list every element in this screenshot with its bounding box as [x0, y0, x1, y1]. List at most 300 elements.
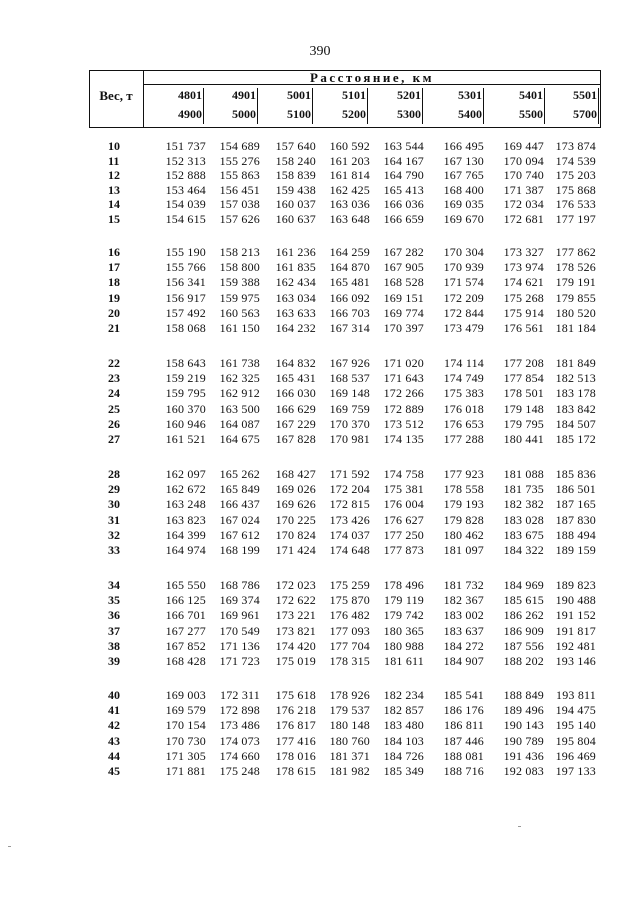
table-cell: 171 387 — [503, 182, 544, 197]
weight-label: 31 — [108, 512, 120, 527]
weight-label: 14 — [108, 197, 120, 212]
table-cell: 189 823 — [555, 578, 596, 592]
table-cell: 170 225 — [275, 512, 316, 527]
table-cell: 186 176 — [443, 703, 484, 718]
table-cell: 192 481 — [555, 638, 596, 653]
table-cell: 160 592 — [329, 139, 370, 153]
table-cell: 175 383 — [443, 386, 484, 401]
weight-label: 34 — [108, 578, 120, 592]
table-cell: 180 760 — [329, 733, 370, 748]
table-cell: 177 288 — [443, 432, 484, 446]
column-range-from: 5201 — [397, 88, 421, 102]
table-cell: 162 912 — [219, 386, 260, 401]
table-cell: 165 849 — [219, 482, 260, 497]
table-cell: 179 119 — [384, 593, 424, 608]
weight-label: 39 — [108, 654, 120, 668]
table-cell: 184 726 — [383, 748, 424, 763]
table-cell: 178 016 — [275, 748, 316, 763]
column-header — [202, 86, 258, 126]
table-cell: 172 023 — [275, 578, 316, 592]
table-cell: 177 854 — [503, 371, 544, 386]
table-cell: 176 533 — [555, 197, 596, 212]
column-range-from: 5301 — [458, 88, 482, 102]
table-cell: 179 537 — [329, 703, 370, 718]
table-cell: 178 526 — [555, 260, 596, 275]
table-cell: 181 088 — [503, 467, 544, 481]
table-cell: 183 178 — [555, 386, 596, 401]
table-cell: 194 475 — [555, 703, 596, 718]
scan-mark — [518, 826, 521, 827]
table-cell: 181 184 — [555, 321, 596, 335]
table-cell: 165 481 — [329, 275, 370, 290]
table-cell: 170 740 — [503, 168, 544, 183]
table-cell: 180 462 — [443, 527, 484, 542]
table-cell: 179 855 — [555, 290, 596, 305]
table-cell: 162 672 — [165, 482, 206, 497]
column-divider — [422, 88, 423, 124]
column-header — [367, 86, 423, 126]
table-cell: 190 143 — [503, 718, 544, 733]
table-cell: 162 325 — [219, 371, 260, 386]
table-cell: 174 539 — [555, 153, 596, 168]
table-cell: 162 425 — [329, 182, 370, 197]
table-cell: 172 204 — [329, 482, 370, 497]
column-range-to: 5000 — [232, 107, 256, 121]
table-cell: 166 125 — [165, 593, 206, 608]
table-cell: 173 874 — [555, 139, 596, 153]
page-number: 390 — [309, 44, 331, 59]
table-cell: 163 248 — [165, 497, 206, 512]
weight-label: 40 — [108, 688, 120, 702]
weight-label: 30 — [108, 497, 120, 512]
table-cell: 174 758 — [383, 467, 424, 481]
table-cell: 181 611 — [384, 654, 424, 668]
table-cell: 174 135 — [383, 432, 424, 446]
column-range-from: 5501 — [573, 88, 597, 102]
weight-label: 11 — [108, 153, 120, 168]
table-cell: 156 917 — [165, 290, 206, 305]
table-cell: 188 716 — [443, 764, 484, 778]
table-cell: 158 213 — [219, 245, 260, 259]
table-cell: 187 446 — [443, 733, 484, 748]
table-cell: 158 068 — [165, 321, 206, 335]
weight-label: 20 — [108, 305, 120, 320]
table-cell: 154 689 — [219, 139, 260, 153]
table-cell: 167 612 — [219, 527, 260, 542]
table-cell: 171 592 — [329, 467, 370, 481]
table-cell: 191 436 — [503, 748, 544, 763]
table-cell: 173 426 — [329, 512, 370, 527]
table-cell: 192 083 — [503, 764, 544, 778]
weight-label: 15 — [108, 212, 120, 226]
weight-label: 36 — [108, 608, 120, 623]
table-cell: 177 197 — [555, 212, 596, 226]
table-cell: 163 633 — [275, 305, 316, 320]
table-cell: 175 868 — [555, 182, 596, 197]
table-cell: 170 730 — [165, 733, 206, 748]
table-cell: 170 397 — [383, 321, 424, 335]
column-range-from: 4801 — [178, 88, 202, 102]
table-cell: 179 193 — [443, 497, 484, 512]
table-cell: 191 152 — [555, 608, 596, 623]
table-cell: 183 842 — [555, 401, 596, 416]
column-range-to: 4900 — [178, 107, 202, 121]
weight-label: 38 — [108, 638, 120, 653]
weight-label: 43 — [108, 733, 120, 748]
table-cell: 178 496 — [383, 578, 424, 592]
table-cell: 166 701 — [165, 608, 206, 623]
weight-label: 21 — [108, 321, 120, 335]
table-cell: 159 219 — [165, 371, 206, 386]
table-cell: 161 814 — [329, 168, 370, 183]
table-cell: 176 482 — [329, 608, 370, 623]
table-cell: 163 500 — [219, 401, 260, 416]
table-cell: 174 660 — [219, 748, 260, 763]
table-cell: 157 038 — [219, 197, 260, 212]
table-cell: 164 232 — [275, 321, 316, 335]
table-cell: 165 262 — [219, 467, 260, 481]
table-cell: 173 327 — [503, 245, 544, 259]
table-cell: 187 830 — [555, 512, 596, 527]
column-range-from: 5401 — [519, 88, 543, 102]
weight-label: 35 — [108, 593, 120, 608]
table-cell: 170 304 — [443, 245, 484, 259]
table-cell: 164 087 — [219, 416, 260, 431]
table-cell: 182 367 — [443, 593, 484, 608]
table-cell: 167 765 — [443, 168, 484, 183]
table-cell: 162 097 — [165, 467, 206, 481]
table-cell: 157 640 — [275, 139, 316, 153]
weight-label: 25 — [108, 401, 120, 416]
table-cell: 175 381 — [383, 482, 424, 497]
table-cell: 158 240 — [275, 153, 316, 168]
table-cell: 172 815 — [329, 497, 370, 512]
table-cell: 184 103 — [383, 733, 424, 748]
table-cell: 184 969 — [503, 578, 544, 592]
table-cell: 155 863 — [219, 168, 260, 183]
table-cell: 152 313 — [165, 153, 206, 168]
table-cell: 164 870 — [329, 260, 370, 275]
table-cell: 177 416 — [275, 733, 316, 748]
table-cell: 184 507 — [555, 416, 596, 431]
table-cell: 158 643 — [165, 356, 206, 370]
table-cell: 169 374 — [219, 593, 260, 608]
table-cell: 175 268 — [503, 290, 544, 305]
table-cell: 160 946 — [165, 416, 206, 431]
table-cell: 170 094 — [503, 153, 544, 168]
table-cell: 169 151 — [383, 290, 424, 305]
table-cell: 176 018 — [443, 401, 484, 416]
weight-column-header: Вес, т — [99, 88, 133, 103]
table-cell: 184 322 — [503, 543, 544, 557]
table-cell: 186 501 — [555, 482, 596, 497]
table-cell: 174 073 — [219, 733, 260, 748]
table-cell: 185 836 — [555, 467, 596, 481]
table-cell: 164 790 — [383, 168, 424, 183]
table-cell: 195 140 — [555, 718, 596, 733]
table-cell: 171 723 — [219, 654, 260, 668]
table-cell: 166 495 — [443, 139, 484, 153]
table-cell: 182 857 — [383, 703, 424, 718]
weight-label: 16 — [108, 245, 120, 259]
table-cell: 184 272 — [443, 638, 484, 653]
table-cell: 169 026 — [275, 482, 316, 497]
table-cell: 182 513 — [555, 371, 596, 386]
table-cell: 172 311 — [220, 688, 260, 702]
table-cell: 175 203 — [555, 168, 596, 183]
table-cell: 164 259 — [329, 245, 370, 259]
table-cell: 157 492 — [165, 305, 206, 320]
table-cell: 181 371 — [329, 748, 370, 763]
table-cell: 186 909 — [503, 623, 544, 638]
table-cell: 167 229 — [275, 416, 316, 431]
table-cell: 156 451 — [219, 182, 260, 197]
table-cell: 178 926 — [329, 688, 370, 702]
table-cell: 168 428 — [165, 654, 206, 668]
table-cell: 169 148 — [329, 386, 370, 401]
table-cell: 167 828 — [275, 432, 316, 446]
table-cell: 185 541 — [443, 688, 484, 702]
column-header — [257, 86, 313, 126]
table-cell: 169 774 — [383, 305, 424, 320]
column-range-to: 5500 — [519, 107, 543, 121]
table-cell: 179 191 — [555, 275, 596, 290]
table-cell: 177 093 — [329, 623, 370, 638]
table-cell: 173 479 — [443, 321, 484, 335]
table-cell: 159 975 — [219, 290, 260, 305]
table-cell: 177 704 — [329, 638, 370, 653]
table-cell: 174 621 — [503, 275, 544, 290]
table-cell: 185 349 — [383, 764, 424, 778]
table-cell: 164 167 — [383, 153, 424, 168]
table-cell: 157 626 — [219, 212, 260, 226]
table-cell: 169 670 — [443, 212, 484, 226]
table-cell: 172 034 — [503, 197, 544, 212]
table-cell: 161 835 — [275, 260, 316, 275]
table-cell: 164 974 — [165, 543, 206, 557]
column-header — [489, 86, 545, 126]
weight-label: 19 — [108, 290, 120, 305]
table-cell: 186 262 — [503, 608, 544, 623]
table-cell: 172 898 — [219, 703, 260, 718]
weight-label: 45 — [108, 764, 120, 778]
table-cell: 169 447 — [503, 139, 544, 153]
table-cell: 180 441 — [503, 432, 544, 446]
table-cell: 176 004 — [383, 497, 424, 512]
weight-label: 29 — [108, 482, 120, 497]
table-cell: 175 870 — [329, 593, 370, 608]
column-range-to: 5100 — [287, 107, 311, 121]
table-cell: 183 637 — [443, 623, 484, 638]
table-cell: 189 159 — [555, 543, 596, 557]
table-cell: 172 622 — [275, 593, 316, 608]
table-cell: 178 501 — [503, 386, 544, 401]
table-cell: 180 988 — [383, 638, 424, 653]
table-cell: 169 579 — [165, 703, 206, 718]
table-cell: 165 431 — [275, 371, 316, 386]
column-range-from: 5101 — [342, 88, 366, 102]
table-cell: 180 148 — [329, 718, 370, 733]
table-cell: 154 039 — [165, 197, 206, 212]
table-cell: 167 852 — [165, 638, 206, 653]
table-cell: 176 627 — [383, 512, 424, 527]
table-cell: 167 282 — [383, 245, 424, 259]
table-cell: 176 218 — [275, 703, 316, 718]
table-cell: 155 276 — [219, 153, 260, 168]
table-cell: 173 974 — [503, 260, 544, 275]
table-cell: 170 549 — [219, 623, 260, 638]
weight-label: 26 — [108, 416, 120, 431]
table-cell: 161 203 — [329, 153, 370, 168]
table-cell: 167 277 — [165, 623, 206, 638]
table-cell: 178 615 — [275, 764, 316, 778]
table-cell: 156 341 — [165, 275, 206, 290]
table-cell: 167 926 — [329, 356, 370, 370]
table-cell: 175 019 — [275, 654, 316, 668]
table-cell: 190 789 — [503, 733, 544, 748]
table-cell: 175 914 — [503, 305, 544, 320]
table-cell: 172 266 — [383, 386, 424, 401]
column-divider — [483, 88, 484, 124]
table-cell: 173 221 — [275, 608, 316, 623]
table-cell: 171 424 — [275, 543, 316, 557]
column-range-from: 4901 — [232, 88, 256, 102]
table-cell: 160 037 — [275, 197, 316, 212]
table-cell: 168 199 — [219, 543, 260, 557]
table-cell: 164 832 — [275, 356, 316, 370]
weight-label: 27 — [108, 432, 120, 446]
table-cell: 177 873 — [383, 543, 424, 557]
table-cell: 169 003 — [165, 688, 206, 702]
table-cell: 168 400 — [443, 182, 484, 197]
table-cell: 188 202 — [503, 654, 544, 668]
column-range-from: 5001 — [287, 88, 311, 102]
table-cell: 177 923 — [443, 467, 484, 481]
column-range-to: 5400 — [458, 107, 482, 121]
table-cell: 168 427 — [275, 467, 316, 481]
column-header — [428, 86, 484, 126]
weight-label: 28 — [108, 467, 120, 481]
table-cell: 175 248 — [219, 764, 260, 778]
table-cell: 187 165 — [555, 497, 596, 512]
table-cell: 183 480 — [383, 718, 424, 733]
table-cell: 181 849 — [555, 356, 596, 370]
table-cell: 171 574 — [443, 275, 484, 290]
table-cell: 163 823 — [165, 512, 206, 527]
table-cell: 176 561 — [503, 321, 544, 335]
table-cell: 167 130 — [443, 153, 484, 168]
table-cell: 160 563 — [219, 305, 260, 320]
table-cell: 181 982 — [329, 764, 370, 778]
column-header — [543, 86, 599, 126]
table-cell: 166 036 — [383, 197, 424, 212]
table-cell: 151 737 — [165, 139, 206, 153]
table-cell: 172 889 — [383, 401, 424, 416]
table-cell: 158 800 — [219, 260, 260, 275]
table-cell: 170 981 — [329, 432, 370, 446]
table-cell: 155 190 — [165, 245, 206, 259]
table-cell: 161 738 — [219, 356, 260, 370]
table-cell: 178 558 — [443, 482, 484, 497]
table-cell: 159 438 — [275, 182, 316, 197]
table-cell: 153 464 — [165, 182, 206, 197]
table-cell: 177 250 — [383, 527, 424, 542]
table-cell: 188 494 — [555, 527, 596, 542]
table-cell: 160 370 — [165, 401, 206, 416]
table-cell: 161 236 — [275, 245, 316, 259]
table-cell: 152 888 — [165, 168, 206, 183]
distance-header: Расстояние, км — [309, 70, 435, 85]
table-cell: 158 839 — [275, 168, 316, 183]
table-cell: 168 528 — [383, 275, 424, 290]
table-cell: 182 234 — [383, 688, 424, 702]
table-cell: 181 735 — [503, 482, 544, 497]
table-cell: 166 629 — [275, 401, 316, 416]
table-cell: 169 759 — [329, 401, 370, 416]
table-cell: 171 136 — [219, 638, 260, 653]
table-cell: 174 420 — [275, 638, 316, 653]
weight-label: 23 — [108, 371, 120, 386]
weight-label: 18 — [108, 275, 120, 290]
table-cell: 166 659 — [383, 212, 424, 226]
table-cell: 166 092 — [329, 290, 370, 305]
weight-label: 17 — [108, 260, 120, 275]
column-range-to: 5200 — [342, 107, 366, 121]
table-cell: 182 382 — [503, 497, 544, 512]
table-cell: 184 907 — [443, 654, 484, 668]
table-cell: 169 626 — [275, 497, 316, 512]
table-cell: 160 637 — [275, 212, 316, 226]
weight-label: 33 — [108, 543, 120, 557]
table-cell: 169 961 — [219, 608, 260, 623]
table-cell: 193 811 — [556, 688, 596, 702]
table-cell: 183 028 — [503, 512, 544, 527]
table-cell: 179 742 — [383, 608, 424, 623]
table-cell: 166 437 — [219, 497, 260, 512]
table-cell: 174 749 — [443, 371, 484, 386]
table-cell: 161 150 — [219, 321, 260, 335]
table-cell: 154 615 — [165, 212, 206, 226]
table-cell: 188 081 — [443, 748, 484, 763]
table-cell: 172 209 — [443, 290, 484, 305]
table-cell: 175 259 — [329, 578, 370, 592]
table-cell: 164 399 — [165, 527, 206, 542]
table-cell: 175 618 — [275, 688, 316, 702]
weight-label: 10 — [108, 139, 120, 153]
weight-label: 41 — [108, 703, 120, 718]
weight-label: 37 — [108, 623, 120, 638]
table-cell: 185 172 — [555, 432, 596, 446]
table-cell: 180 520 — [555, 305, 596, 320]
column-divider — [598, 88, 599, 124]
table-cell: 174 648 — [329, 543, 370, 557]
table-cell: 191 817 — [555, 623, 596, 638]
table-cell: 173 486 — [219, 718, 260, 733]
table-cell: 167 905 — [383, 260, 424, 275]
table-cell: 164 675 — [219, 432, 260, 446]
column-header — [148, 86, 204, 126]
weight-label: 42 — [108, 718, 120, 733]
table-cell: 179 828 — [443, 512, 484, 527]
table-cell: 171 020 — [383, 356, 424, 370]
table-cell: 170 154 — [165, 718, 206, 733]
table-cell: 176 653 — [443, 416, 484, 431]
table-cell: 190 488 — [555, 593, 596, 608]
weight-label: 22 — [108, 356, 120, 370]
table-cell: 180 365 — [383, 623, 424, 638]
table-cell: 172 844 — [443, 305, 484, 320]
table-cell: 168 786 — [219, 578, 260, 592]
